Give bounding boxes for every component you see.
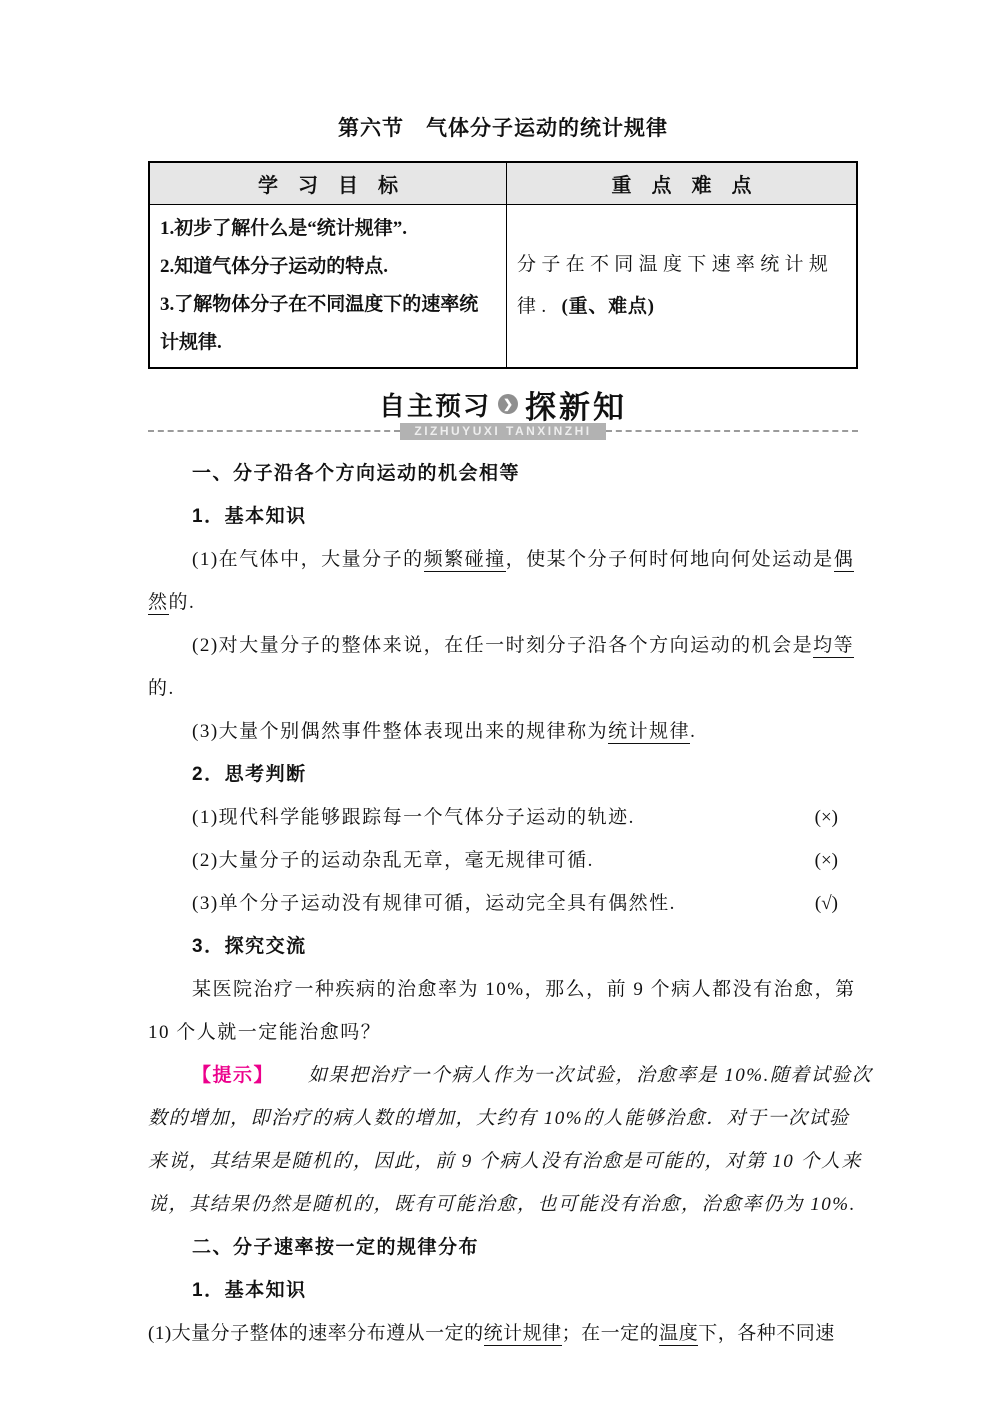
page-title: 第六节 气体分子运动的统计规律 xyxy=(338,117,668,140)
judgment-row xyxy=(148,882,858,925)
section-banner xyxy=(148,382,858,440)
table-header-keypoints: 重 点 难 点 xyxy=(507,162,857,204)
section1-sub3-heading: 3．探究交流 xyxy=(192,935,307,957)
paragraph-line: 然的. xyxy=(148,591,196,613)
banner-title xyxy=(148,382,858,427)
section2-sub1-heading: 1．基本知识 xyxy=(192,1279,307,1301)
paragraph-line: 的. xyxy=(148,677,175,699)
judgment-text: (3)单个分子运动没有规律可循，运动完全具有偶然性. xyxy=(192,892,676,914)
objectives-table xyxy=(148,161,858,369)
paragraph-line: (1)在气体中，大量分子的频繁碰撞，使某个分子何时何地向何处运动是偶 xyxy=(192,548,855,570)
paragraph-line: (1)大量分子整体的速率分布遵从一定的统计规律；在一定的温度下，各种不同速 xyxy=(148,1322,835,1344)
paragraph-line: (2)对大量分子的整体来说，在任一时刻分子沿各个方向运动的机会是均等 xyxy=(192,634,855,656)
objectives-cell xyxy=(149,204,507,368)
hint-text: 如果把治疗一个病人作为一次试验，治愈率是 10%.随着试验次 xyxy=(308,1064,873,1086)
table-header-objectives: 学 习 目 标 xyxy=(149,162,507,204)
banner-right-text: 探新知 xyxy=(525,389,627,425)
section1-sub1-heading: 1．基本知识 xyxy=(192,505,307,527)
chevron-circle-icon xyxy=(498,394,518,414)
pinyin-bar: ZIZHUYUXI TANXINZHI xyxy=(400,423,605,440)
section2-heading: 二、分子速率按一定的规律分布 xyxy=(192,1236,480,1258)
judgment-row xyxy=(148,796,858,839)
question-line: 某医院治疗一种疾病的治愈率为 10%，那么，前 9 个病人都没有治愈，第 xyxy=(192,978,856,1000)
hint-line: 数的增加，即治疗的病人数的增加，大约有 10%的人能够治愈．对于一次试验 xyxy=(148,1107,850,1129)
section1-sub2-heading: 2．思考判断 xyxy=(192,763,307,785)
judgment-mark: (√) xyxy=(814,892,838,914)
judgment-mark: (×) xyxy=(814,806,838,828)
banner-left-text: 自主预习 xyxy=(378,390,491,421)
document-body xyxy=(148,452,873,1355)
objective-item: 2.知道气体分子运动的特点. xyxy=(160,255,389,277)
judgment-mark: (×) xyxy=(814,849,838,871)
dashed-line-left xyxy=(148,430,400,432)
question-line: 10 个人就一定能治愈吗？ xyxy=(148,1021,382,1043)
judgment-text: (2)大量分子的运动杂乱无章，毫无规律可循. xyxy=(192,849,594,871)
hint-line: 说，其结果仍然是随机的，既有可能治愈，也可能没有治愈，治愈率仍为 10%. xyxy=(148,1193,856,1215)
judgment-row xyxy=(148,839,858,882)
keypoints-cell: 分子在不同温度下速率统计规律. (重、难点) xyxy=(507,204,857,368)
section1-heading: 一、分子沿各个方向运动的机会相等 xyxy=(192,462,521,484)
chevron-glyph: ❯ xyxy=(502,397,514,411)
hint-label: 【提示】 xyxy=(192,1064,275,1086)
paragraph-line: (3)大量个别偶然事件整体表现出来的规律称为统计规律. xyxy=(192,720,697,742)
judgment-text: (1)现代科学能够跟踪每一个气体分子运动的轨迹. xyxy=(192,806,635,828)
hint-line xyxy=(148,1054,873,1097)
table-header-row xyxy=(149,162,857,204)
dashed-line-right xyxy=(606,430,858,432)
objective-item: 3.了解物体分子在不同温度下的速率统计规律. xyxy=(160,293,479,353)
table-body-row xyxy=(149,204,857,368)
hint-line: 来说，其结果是随机的，因此，前 9 个病人没有治愈是可能的，对第 10 个人来 xyxy=(148,1150,863,1172)
objective-item: 1.初步了解什么是“统计规律”. xyxy=(160,217,408,239)
